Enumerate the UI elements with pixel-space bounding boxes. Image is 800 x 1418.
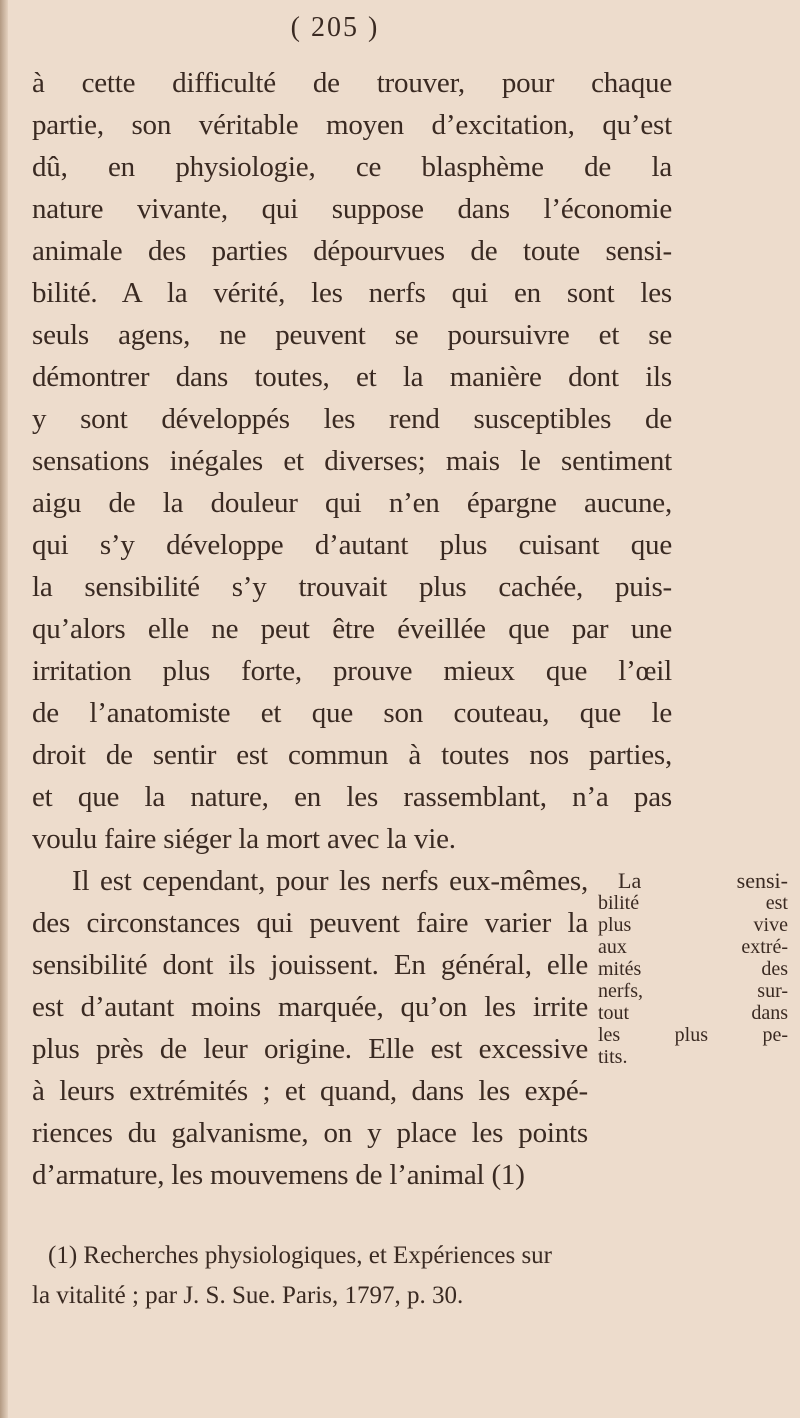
text-line: y sont développés les rend susceptibles de (32, 403, 672, 435)
text-line: bilité. A la vérité, les nerfs qui en sont les (32, 277, 672, 309)
text-line: de l’anatomiste et que son couteau, que le (32, 697, 672, 729)
second-paragraph (32, 860, 588, 1196)
page-edge (0, 0, 8, 1418)
text-line: irritation plus forte, prouve mieux que l’œil (32, 655, 672, 687)
margin-note-line: bilité est (598, 892, 788, 914)
margin-note-line: tits. (598, 1046, 628, 1068)
text-line: droit de sentir est commun à toutes nos parties, (32, 739, 672, 771)
main-text (32, 62, 672, 860)
text-line: qui s’y développe d’autant plus cuisant que (32, 529, 672, 561)
text-line: aigu de la douleur qui n’en épargne aucune, (32, 487, 672, 519)
text-line: partie, son véritable moyen d’excitation, qu’est (32, 109, 672, 141)
footnote-line: (1) Recherches physiologiques, et Expériences sur (48, 1242, 553, 1269)
text-line: qu’alors elle ne peut être éveillée que par une (32, 613, 672, 645)
page-number: ( 205 ) (290, 12, 380, 43)
text-line: plus près de leur origine. Elle est excessive (32, 1033, 588, 1065)
margin-note-line: plus vive (598, 914, 788, 936)
text-line: à leurs extrémités ; et quand, dans les expé- (32, 1075, 588, 1107)
text-line: seuls agens, ne peuvent se poursuivre et se (32, 319, 672, 351)
text-line: riences du galvanisme, on y place les points (32, 1117, 588, 1149)
margin-note-line: mités des (598, 958, 788, 980)
text-line: nature vivante, qui suppose dans l’économie (32, 193, 672, 225)
text-line: sensibilité dont ils jouissent. En général, elle (32, 949, 588, 981)
margin-note-line: La sensi- (618, 868, 788, 893)
text-line: et que la nature, en les rassemblant, n’a pas (32, 781, 672, 813)
text-line: la sensibilité s’y trouvait plus cachée, puis- (32, 571, 672, 603)
margin-note-line: les plus pe- (598, 1024, 788, 1046)
text-line: animale des parties dépourvues de toute sensi- (32, 235, 672, 267)
text-line: des circonstances qui peuvent faire varier la (32, 907, 588, 939)
text-line: Il est cependant, pour les nerfs eux-mêmes, (72, 865, 588, 897)
text-line: dû, en physiologie, ce blasphème de la (32, 151, 672, 183)
margin-note-line: tout dans (598, 1002, 788, 1024)
text-line: démontrer dans toutes, et la manière dont ils (32, 361, 672, 393)
margin-note-line: nerfs, sur- (598, 980, 788, 1002)
margin-note (598, 860, 788, 1068)
text-line: sensations inégales et diverses; mais le sentiment (32, 445, 672, 477)
margin-note-line: aux extré- (598, 936, 788, 958)
text-line: voulu faire siéger la mort avec la vie. (32, 823, 456, 855)
footnote-line: la vitalité ; par J. S. Sue. Paris, 1797, p. 30. (32, 1282, 464, 1309)
text-line: est d’autant moins marquée, qu’on les irrite (32, 991, 588, 1023)
footnote (32, 1236, 732, 1316)
text-line: d’armature, les mouvemens de l’animal (1) (32, 1159, 525, 1191)
text-line: à cette difficulté de trouver, pour chaque (32, 67, 672, 99)
